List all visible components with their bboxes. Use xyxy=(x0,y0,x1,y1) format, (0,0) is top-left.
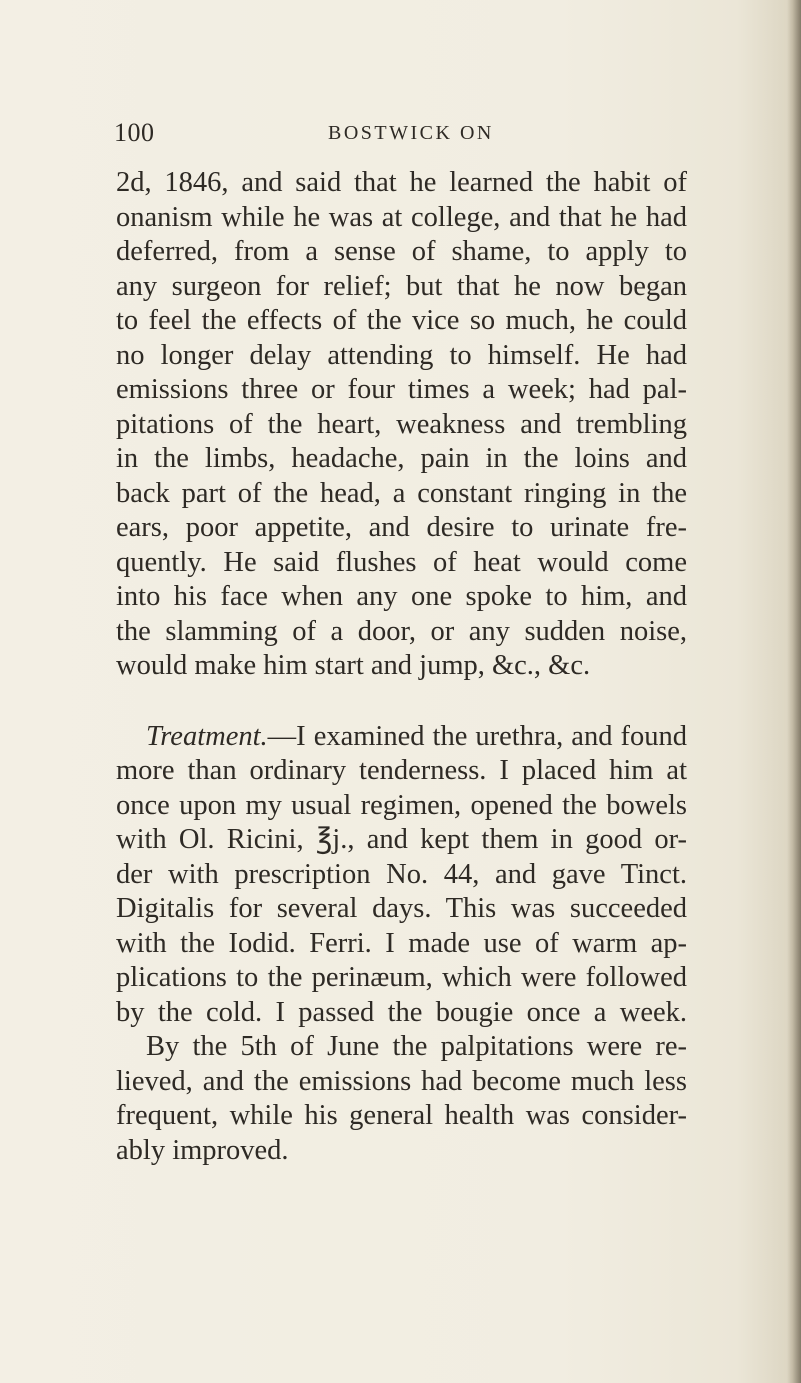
text-line: emissions three or four times a week; had pal- xyxy=(116,374,687,405)
text-line: more than ordinary tenderness. I placed him at xyxy=(116,755,687,786)
treatment-first-line xyxy=(116,720,687,755)
text-line: 2d, 1846, and said that he learned the habit of xyxy=(116,167,687,198)
text-line: der with prescription No. 44, and gave Tinct. xyxy=(116,858,687,890)
text-line: would make him start and jump, &c., &c. xyxy=(116,650,591,681)
text-line: onanism while he was at college, and that he had xyxy=(116,201,687,233)
text-line: no longer delay attending to himself. He had xyxy=(116,339,687,371)
text-line: plications to the perinæum, which were followed xyxy=(116,962,687,993)
text-line: with Ol. Ricini, ℥j., and kept them in good or- xyxy=(116,824,687,855)
text-line: once upon my usual regimen, opened the bowels xyxy=(116,789,687,821)
page-header xyxy=(114,118,694,150)
text-line: By the 5th of June the palpitations were re- xyxy=(146,1031,687,1062)
treatment-first-line-text: —I examined the urethra, and found xyxy=(267,720,687,752)
running-head: BOSTWICK ON xyxy=(328,122,494,144)
text-line: ably improved. xyxy=(116,1134,289,1166)
body-text xyxy=(116,166,687,1168)
text-line: deferred, from a sense of shame, to apply to xyxy=(116,236,687,267)
text-line: lieved, and the emissions had become much less xyxy=(116,1065,687,1097)
text-line: frequent, while his general health was consider- xyxy=(116,1100,687,1131)
text-line: into his face when any one spoke to him, and xyxy=(116,581,687,612)
text-line: quently. He said flushes of heat would come xyxy=(116,546,687,578)
page-number: 100 xyxy=(114,118,155,147)
text-line: ears, poor appetite, and desire to urinate fre- xyxy=(116,512,687,543)
treatment-heading: Treatment. xyxy=(146,720,268,752)
text-line: in the limbs, headache, pain in the loins and xyxy=(116,443,687,474)
text-line: by the cold. I passed the bougie once a week. xyxy=(116,996,687,1028)
text-line: Digitalis for several days. This was succeeded xyxy=(116,893,687,924)
text-line: with the Iodid. Ferri. I made use of warm ap- xyxy=(116,927,687,959)
text-line: back part of the head, a constant ringing in the xyxy=(116,477,687,509)
paragraph-gap xyxy=(116,684,687,720)
page-binding-edge xyxy=(787,0,801,1383)
text-line: the slamming of a door, or any sudden noise, xyxy=(116,615,687,647)
text-line: any surgeon for relief; but that he now began xyxy=(116,270,687,302)
text-line: pitations of the heart, weakness and trembling xyxy=(116,408,687,440)
text-line: to feel the effects of the vice so much, he could xyxy=(116,305,687,336)
